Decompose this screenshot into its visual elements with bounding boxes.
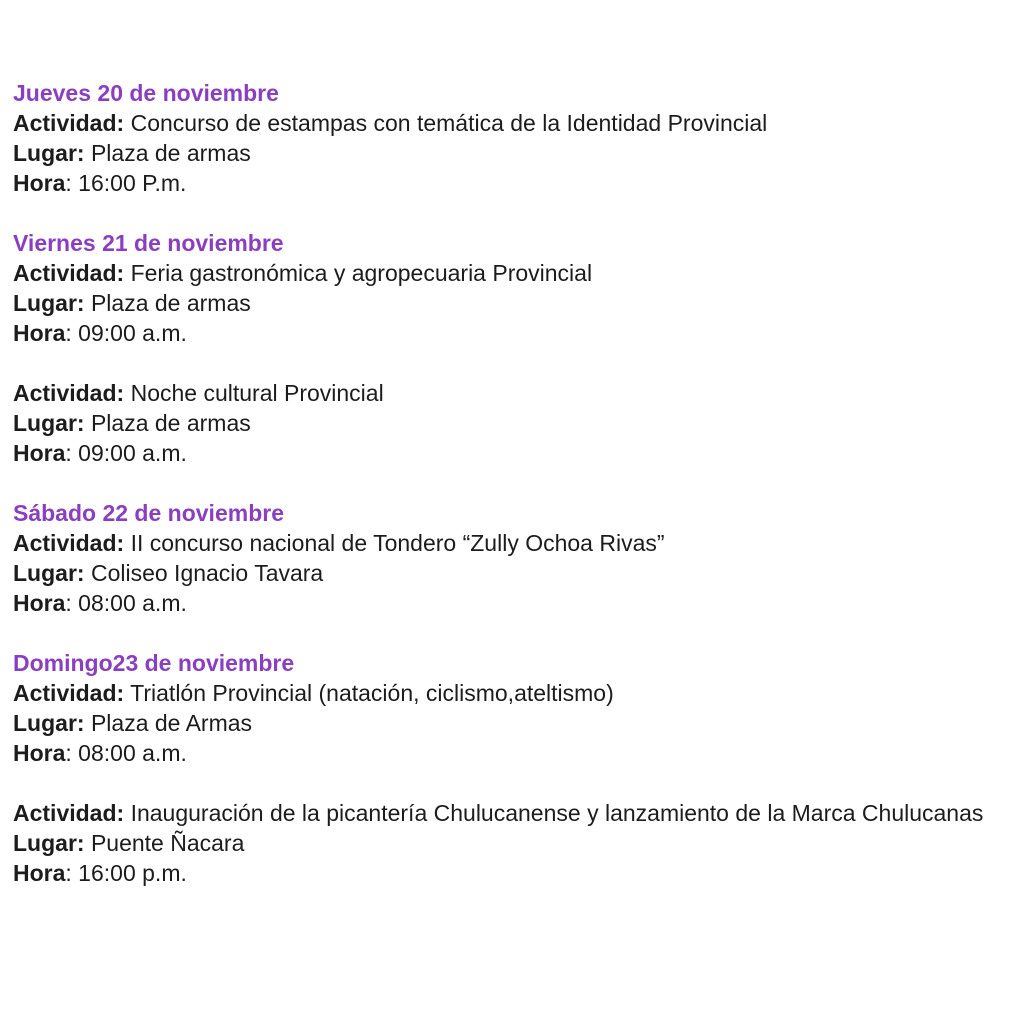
activity-line	[13, 798, 1005, 828]
place-line	[13, 408, 1005, 438]
event-entry	[13, 378, 1005, 468]
day-block	[13, 228, 1005, 468]
time-value: : 08:00 a.m.	[65, 590, 187, 616]
activity-label: Actividad:	[13, 380, 125, 406]
place-value: Plaza de Armas	[90, 710, 253, 736]
day-block	[13, 498, 1005, 618]
time-line	[13, 438, 1005, 468]
time-label: Hora	[13, 740, 66, 766]
time-label: Hora	[13, 320, 66, 346]
activity-label: Actividad:	[13, 530, 125, 556]
time-line	[13, 168, 1005, 198]
activity-value: Inauguración de la picantería Chulucanense y lanzamiento de la Marca Chulucanas	[130, 800, 984, 826]
place-value: Puente Ñacara	[90, 830, 245, 856]
event-entry	[13, 258, 1005, 348]
activity-label: Actividad:	[13, 260, 125, 286]
activity-line	[13, 678, 1005, 708]
place-line	[13, 288, 1005, 318]
activity-value: Concurso de estampas con temática de la Identidad Provincial	[130, 110, 768, 136]
time-value: : 16:00 p.m.	[65, 860, 187, 886]
activity-value: Triatlón Provincial (natación, ciclismo,ateltismo)	[130, 680, 614, 706]
time-value: : 16:00 P.m.	[65, 170, 187, 196]
event-entry	[13, 798, 1005, 888]
event-entry	[13, 528, 1005, 618]
day-heading: Jueves 20 de noviembre	[13, 80, 279, 106]
day-heading: Domingo23 de noviembre	[13, 650, 295, 676]
place-line	[13, 558, 1005, 588]
activity-line	[13, 108, 1005, 138]
place-value: Plaza de armas	[90, 410, 251, 436]
event-entry	[13, 108, 1005, 198]
place-line	[13, 708, 1005, 738]
activity-value: Feria gastronómica y agropecuaria Provincial	[130, 260, 593, 286]
place-label: Lugar:	[13, 830, 85, 856]
day-block	[13, 78, 1005, 198]
activity-line	[13, 528, 1005, 558]
place-label: Lugar:	[13, 410, 85, 436]
place-label: Lugar:	[13, 140, 85, 166]
day-heading: Sábado 22 de noviembre	[13, 500, 284, 526]
activity-label: Actividad:	[13, 110, 125, 136]
time-line	[13, 588, 1005, 618]
time-label: Hora	[13, 170, 66, 196]
place-line	[13, 828, 1005, 858]
time-line	[13, 738, 1005, 768]
day-heading: Viernes 21 de noviembre	[13, 230, 284, 256]
place-label: Lugar:	[13, 560, 85, 586]
place-label: Lugar:	[13, 290, 85, 316]
time-value: : 08:00 a.m.	[65, 740, 187, 766]
event-entry	[13, 678, 1005, 768]
time-label: Hora	[13, 590, 66, 616]
activity-line	[13, 378, 1005, 408]
place-value: Coliseo Ignacio Tavara	[90, 560, 324, 586]
activity-label: Actividad:	[13, 800, 125, 826]
time-label: Hora	[13, 860, 66, 886]
place-label: Lugar:	[13, 710, 85, 736]
place-line	[13, 138, 1005, 168]
time-line	[13, 858, 1005, 888]
activity-value: Noche cultural Provincial	[130, 380, 384, 406]
time-value: : 09:00 a.m.	[65, 440, 187, 466]
time-value: : 09:00 a.m.	[65, 320, 187, 346]
activity-value: II concurso nacional de Tondero “Zully Ochoa Rivas”	[130, 530, 665, 556]
activity-label: Actividad:	[13, 680, 125, 706]
activity-line	[13, 258, 1005, 288]
day-block	[13, 648, 1005, 888]
time-line	[13, 318, 1005, 348]
time-label: Hora	[13, 440, 66, 466]
event-schedule	[13, 78, 1005, 918]
place-value: Plaza de armas	[90, 140, 251, 166]
place-value: Plaza de armas	[90, 290, 251, 316]
